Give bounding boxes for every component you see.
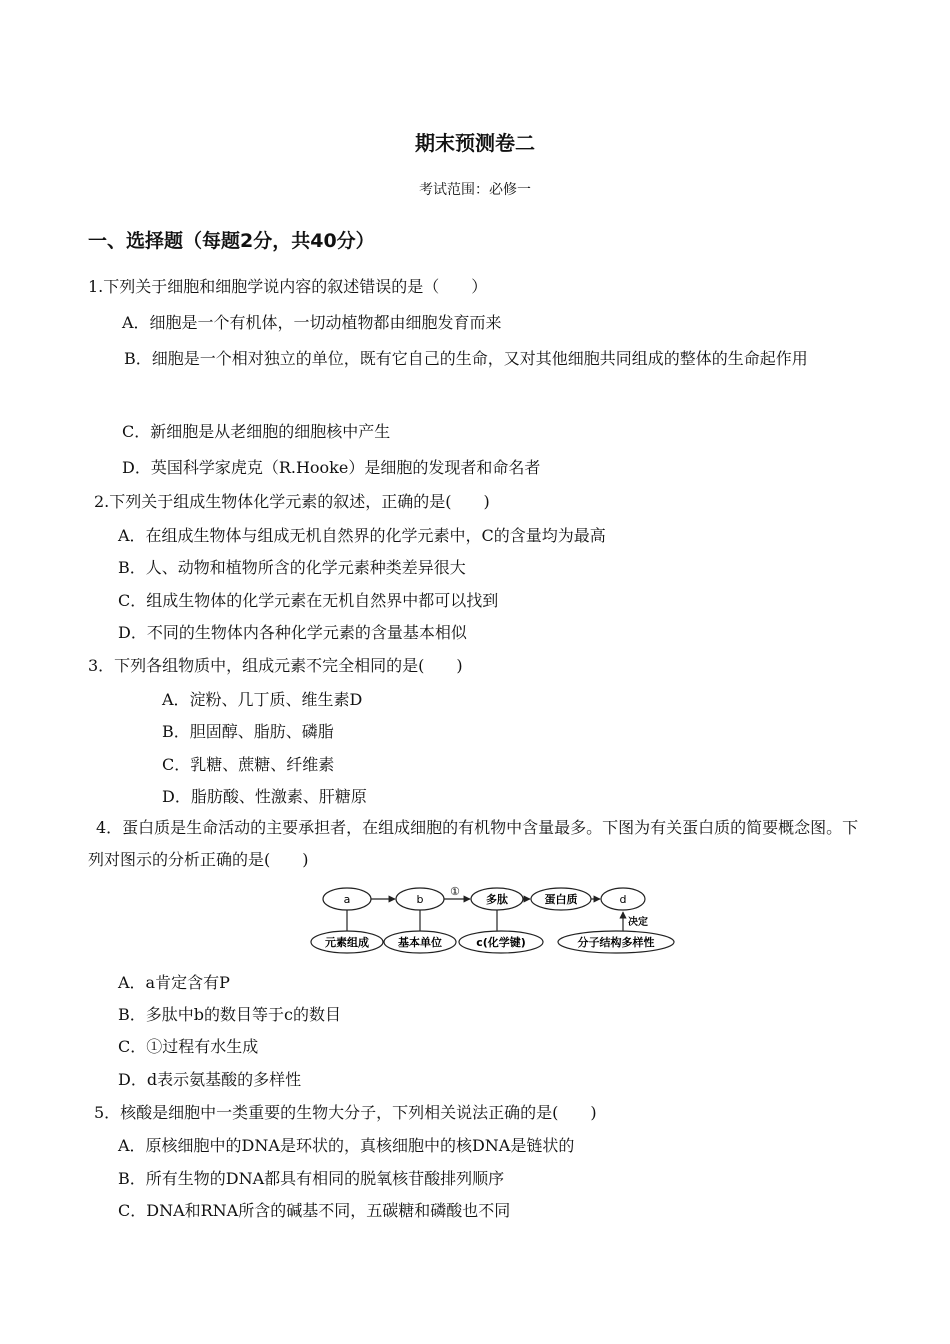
protein-concept-diagram (310, 884, 690, 956)
question-1-option-c: C．新细胞是从老细胞的细胞核中产生 (122, 422, 391, 441)
step-1-marker: ① (450, 885, 460, 898)
question-1-option-b: B．细胞是一个相对独立的单位，既有它自己的生命，又对其他细胞共同组成的整体的生命起作用 (124, 349, 808, 368)
label-bond: c(化学键) (476, 936, 526, 949)
node-a-label: a (343, 893, 351, 906)
question-2-option-b: B．人、动物和植物所含的化学元素种类差异很大 (118, 558, 466, 577)
label-diversity: 分子结构多样性 (577, 936, 655, 949)
question-5-option-a: A．原核细胞中的DNA是环状的，真核细胞中的核DNA是链状的 (118, 1136, 575, 1155)
question-2-option-a: A．在组成生物体与组成无机自然界的化学元素中，C的含量均为最高 (118, 526, 606, 545)
question-5-option-c: C．DNA和RNA所含的碱基不同，五碳糖和磷酸也不同 (118, 1201, 511, 1220)
question-4-stem: 4．蛋白质是生命活动的主要承担者，在组成细胞的有机物中含量最多。下图为有关蛋白质的简要概念图。下列对图示的分析正确的是( ) (88, 818, 859, 869)
decide-label: 决定 (628, 917, 648, 928)
question-1-option-d: D．英国科学家虎克（R.Hooke）是细胞的发现者和命名者 (122, 458, 541, 477)
question-2-stem: 2.下列关于组成生物体化学元素的叙述，正确的是( ) (94, 492, 490, 511)
question-3-option-c: C．乳糖、蔗糖、纤维素 (162, 755, 335, 774)
node-peptide-label: 多肽 (486, 893, 508, 906)
question-4-option-b: B．多肽中b的数目等于c的数目 (118, 1005, 341, 1024)
exam-scope: 考试范围：必修一 (419, 182, 531, 198)
question-5-option-b: B．所有生物的DNA都具有相同的脱氧核苷酸排列顺序 (118, 1169, 505, 1188)
label-unit: 基本单位 (398, 936, 442, 949)
question-4-option-a: A．a肯定含有P (118, 973, 230, 992)
node-protein-label: 蛋白质 (544, 893, 578, 906)
question-5-stem: 5．核酸是细胞中一类重要的生物大分子，下列相关说法正确的是( ) (94, 1103, 597, 1122)
label-elements: 元素组成 (325, 936, 369, 949)
question-1-stem: 1.下列关于细胞和细胞学说内容的叙述错误的是（ ） (88, 277, 488, 296)
question-3-option-d: D．脂肪酸、性激素、肝糖原 (162, 787, 367, 806)
node-d-label: d (619, 893, 627, 906)
question-2-option-c: C．组成生物体的化学元素在无机自然界中都可以找到 (118, 591, 499, 610)
question-3-option-b: B．胆固醇、脂肪、磷脂 (162, 722, 334, 741)
page-title: 期末预测卷二 (415, 131, 535, 155)
question-4-option-c: C．①过程有水生成 (118, 1037, 259, 1056)
question-4-option-d: D．d表示氨基酸的多样性 (118, 1070, 302, 1089)
question-2-option-d: D．不同的生物体内各种化学元素的含量基本相似 (118, 623, 467, 642)
question-3-option-a: A．淀粉、几丁质、维生素D (162, 690, 363, 709)
question-1-option-a: A．细胞是一个有机体，一切动植物都由细胞发育而来 (122, 313, 502, 332)
section-heading: 一、选择题（每题2分，共40分） (88, 230, 375, 252)
question-3-stem: 3．下列各组物质中，组成元素不完全相同的是( ) (88, 656, 463, 675)
node-b-label: b (416, 893, 424, 906)
